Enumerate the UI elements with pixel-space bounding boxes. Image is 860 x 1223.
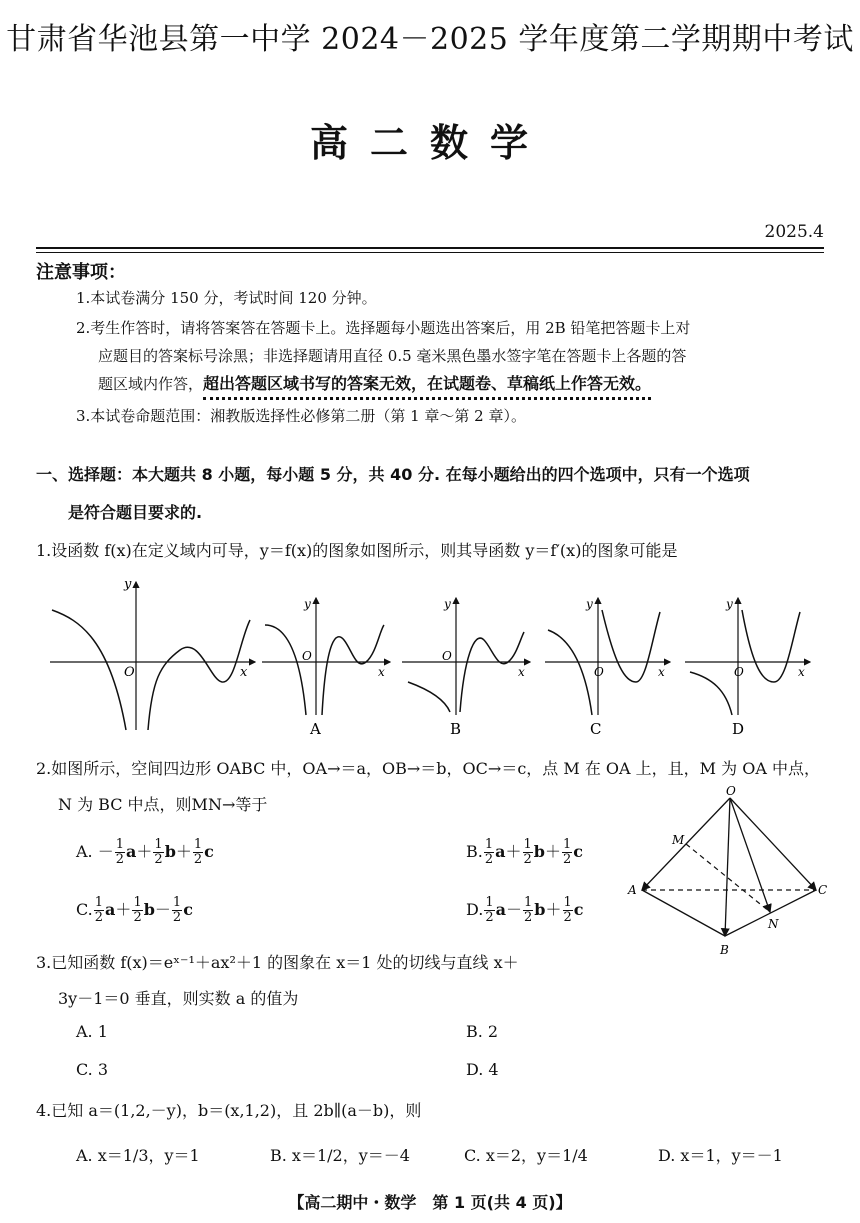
- q1-main-origin: O: [124, 665, 135, 680]
- q3-line2: 3y－1＝0 垂直，则实数 a 的值为: [58, 989, 299, 1008]
- q2-fig-A: A: [628, 883, 637, 897]
- q1-main-y-label: y: [124, 577, 132, 592]
- q1-label-C: C: [590, 720, 602, 738]
- q1-C-x: x: [658, 665, 665, 679]
- header-rule-thick: [36, 247, 824, 249]
- q1-A-x: x: [378, 665, 385, 679]
- q1-label-D: D: [732, 720, 745, 738]
- q2-line1: 2.如图所示，空间四边形 OABC 中，OA→＝a，OB→＝b，OC→＝c，点 M 在 OA 上，且，M 为 OA 中点，: [36, 759, 820, 778]
- q4-option-B: B. x＝1/2，y＝－4: [270, 1146, 410, 1165]
- q3-option-C: C. 3: [76, 1060, 109, 1079]
- notice-emphasis: 超出答题区域书写的答案无效，在试题卷、草稿纸上作答无效。: [203, 374, 651, 400]
- q2-option-B: B. $\frac{1}{2}$ a＋ $\frac{1}{2}$ b＋ $\frac{1}{2}$ c: [466, 837, 584, 867]
- notice-heading: 注意事项：: [36, 262, 126, 283]
- q1-graphs: [40, 570, 840, 740]
- q2-line2: N 为 BC 中点，则MN→等于: [58, 795, 268, 814]
- q1-graph-D: [685, 598, 810, 715]
- q3-option-A: A. 1: [76, 1022, 108, 1041]
- q2-tetrahedron-figure: [620, 786, 830, 966]
- q1-D-x: x: [798, 665, 805, 679]
- q1-A-origin: O: [302, 649, 312, 663]
- notice-item-2-line1: 2.考生作答时，请将答案答在答题卡上。选择题每小题选出答案后，用 2B 铅笔把答题卡上对: [76, 319, 691, 337]
- q2-fig-C: C: [818, 883, 828, 897]
- q1-B-x: x: [518, 665, 525, 679]
- q2-option-C: C. $\frac{1}{2}$ a＋ $\frac{1}{2}$ b－ $\frac{1}{2}$ c: [76, 895, 193, 925]
- q1-label-A: A: [310, 720, 321, 738]
- exam-date: 2025.4: [764, 222, 824, 242]
- q1-graph-C: [545, 598, 670, 715]
- exam-title: 甘肃省华池县第一中学 2024－2025 学年度第二学期期中考试: [6, 22, 854, 57]
- q2-option-A: A. － $\frac{1}{2}$ a＋ $\frac{1}{2}$ b＋ $\frac{1}{2}$ c: [76, 837, 214, 867]
- q1-D-y: y: [726, 597, 733, 611]
- q4-option-A: A. x＝1/3，y＝1: [76, 1146, 200, 1165]
- notice-item-2-line2: 应题目的答案标号涂黑；非选择题请用直径 0.5 毫米黑色墨水签字笔在答题卡上各题的答: [98, 347, 687, 365]
- q4-option-C: C. x＝2，y＝1/4: [464, 1146, 588, 1165]
- section1-heading-line1: 一、选择题：本大题共 8 小题，每小题 5 分，共 40 分. 在每小题给出的四个选项中，只有一个选项: [36, 465, 750, 484]
- q3-option-D: D. 4: [466, 1060, 499, 1079]
- section1-heading-line2: 是符合题目要求的.: [68, 503, 203, 522]
- q2-fig-N: N: [768, 917, 779, 931]
- q3-line1: 3.已知函数 f(x)＝eˣ⁻¹＋ax²＋1 的图象在 x＝1 处的切线与直线 x＋: [36, 953, 519, 972]
- q2-fig-M: M: [672, 833, 685, 847]
- notice-item-3: 3.本试卷命题范围：湘教版选择性必修第二册（第 1 章～第 2 章）。: [76, 407, 526, 425]
- q1-main-graph: [50, 582, 255, 730]
- q1-text: 1.设函数 f(x)在定义域内可导，y＝f(x)的图象如图所示，则其导函数 y＝f′(x)的图象可能是: [36, 541, 678, 560]
- header-rule-thin: [36, 252, 824, 253]
- notice-item-1: 1.本试卷满分 150 分，考试时间 120 分钟。: [76, 289, 377, 307]
- q4-text: 4.已知 a＝(1,2,－y)，b＝(x,1,2)，且 2b∥(a－b)，则: [36, 1101, 422, 1120]
- subject-title: 高二数学: [309, 121, 550, 165]
- notice-item-2-line3: [98, 371, 651, 397]
- q2-fig-O: O: [726, 786, 736, 798]
- q1-B-y: y: [444, 597, 451, 611]
- q1-graph-A: [262, 598, 390, 715]
- page-footer: 【高二期中・数学 第 1 页(共 4 页)】: [288, 1193, 572, 1212]
- q1-label-B: B: [450, 720, 462, 738]
- q1-C-origin: O: [594, 665, 604, 679]
- q2-option-D: D. $\frac{1}{2}$ a－ $\frac{1}{2}$ b＋ $\frac{1}{2}$ c: [466, 895, 584, 925]
- q1-C-y: y: [586, 597, 593, 611]
- q2-fig-B: B: [720, 943, 729, 957]
- q1-B-origin: O: [442, 649, 452, 663]
- q1-D-origin: O: [734, 665, 744, 679]
- q1-graph-B: [402, 598, 530, 715]
- q1-A-y: y: [304, 597, 311, 611]
- q3-option-B: B. 2: [466, 1022, 499, 1041]
- notice-item-2-line3-plain: 题区域内作答，: [98, 375, 204, 393]
- q1-main-x-label: x: [240, 665, 248, 680]
- q4-option-D: D. x＝1，y＝－1: [658, 1146, 783, 1165]
